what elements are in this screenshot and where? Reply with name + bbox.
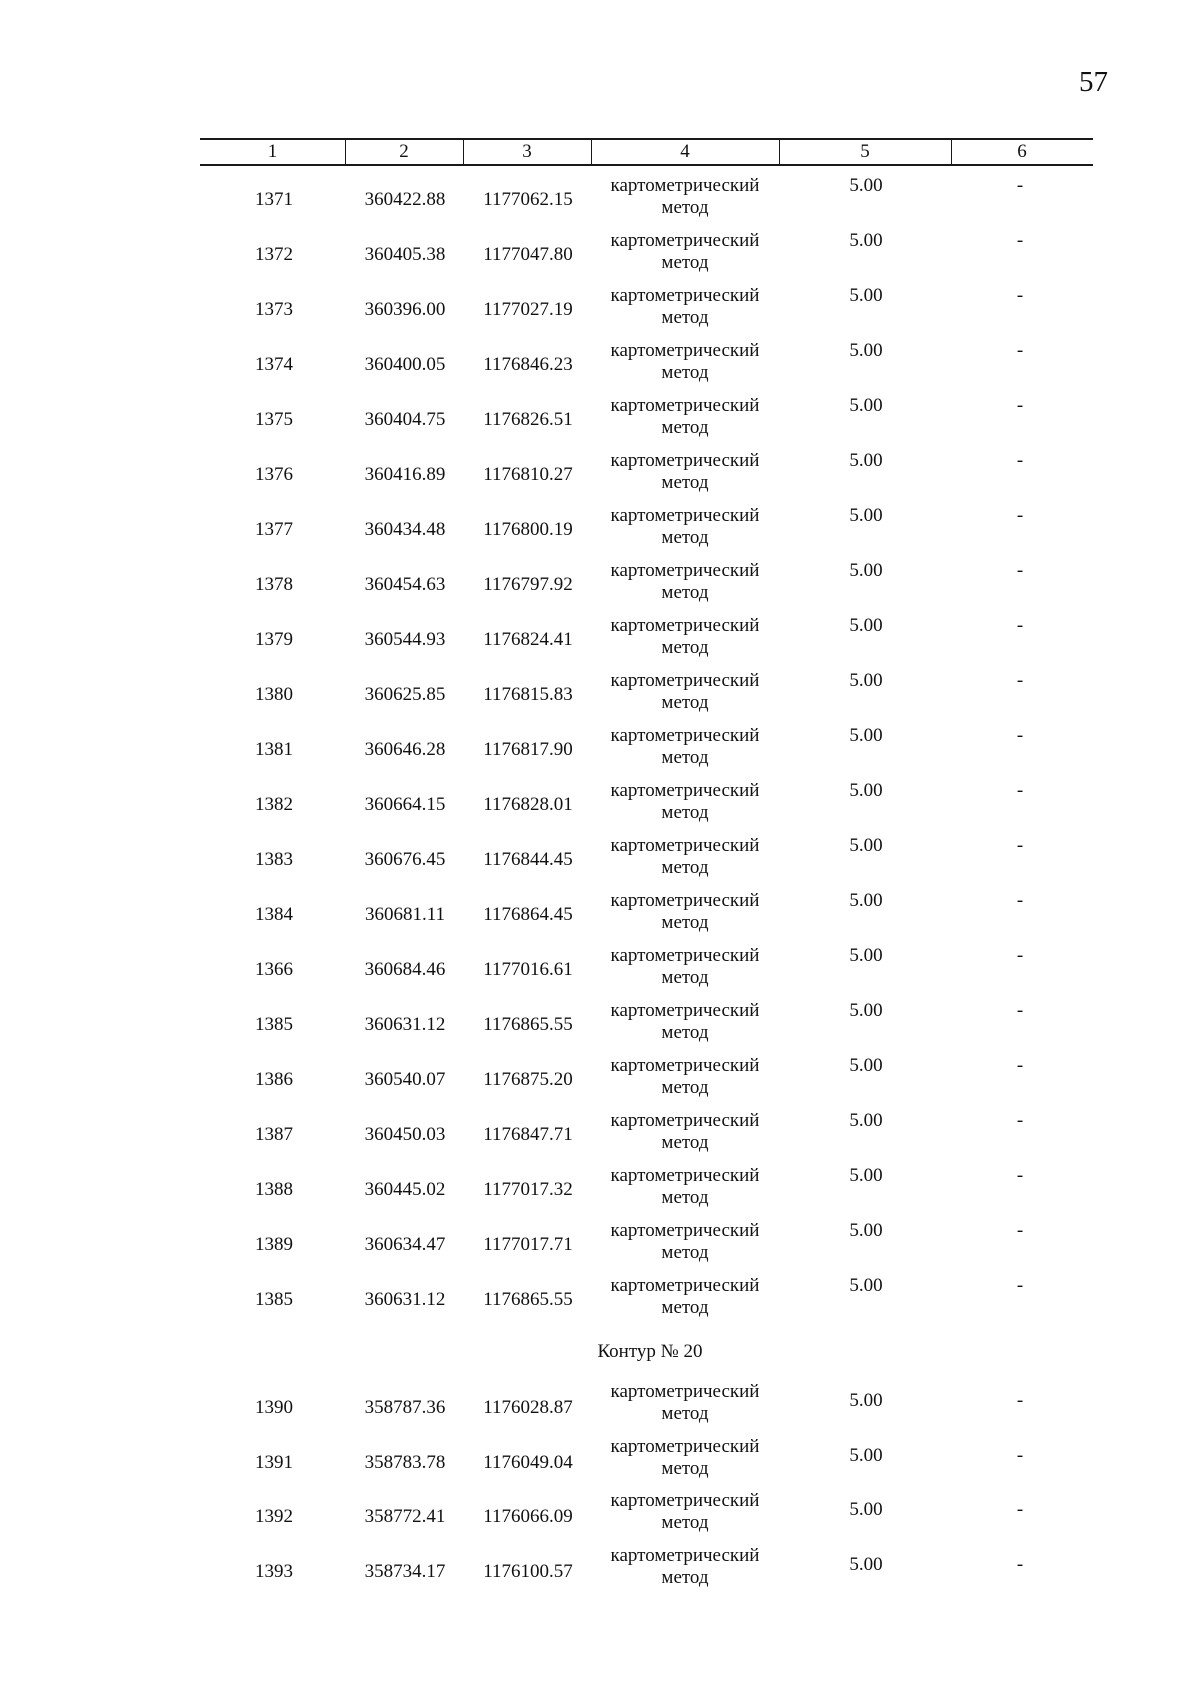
point-number: 1378: [255, 574, 293, 595]
accuracy: 5.00: [849, 890, 883, 911]
table-row: [0, 1545, 1200, 1593]
coordinate-x: 360681.11: [364, 904, 446, 925]
coordinate-y: 1177016.61: [483, 959, 573, 980]
method-line-2: метод: [661, 1077, 709, 1098]
header-col-2: 2: [399, 141, 409, 162]
note: -: [1016, 230, 1024, 251]
method-line-1: картометрический: [610, 230, 760, 251]
coordinate-y: 1177017.71: [483, 1234, 573, 1255]
method-line-1: картометрический: [610, 1165, 760, 1186]
note: -: [1016, 1444, 1024, 1466]
table-row: [0, 1490, 1200, 1538]
point-number: 1366: [255, 959, 293, 980]
accuracy: 5.00: [849, 945, 883, 966]
note: -: [1016, 1499, 1024, 1520]
coordinate-x: 360631.12: [364, 1014, 446, 1035]
point-number: 1384: [255, 904, 293, 925]
point-number: 1376: [255, 464, 293, 485]
method-line-1: картометрический: [610, 670, 760, 691]
table-row: [0, 1000, 1200, 1048]
coordinate-x: 360454.63: [364, 574, 446, 595]
coordinate-y: 1176049.04: [483, 1451, 573, 1473]
coordinate-y: 1176865.55: [483, 1289, 573, 1310]
method: [590, 560, 780, 604]
point-number: 1389: [255, 1234, 293, 1255]
point-number: 1388: [255, 1179, 293, 1200]
point-number: 1385: [255, 1014, 293, 1035]
method-line-1: картометрический: [610, 835, 760, 856]
coordinate-y: 1176875.20: [483, 1069, 573, 1090]
method: [590, 340, 780, 384]
point-number: 1392: [255, 1506, 293, 1527]
accuracy: 5.00: [849, 175, 883, 196]
header-col-4: 4: [680, 141, 690, 162]
method-line-1: картометрический: [610, 1490, 760, 1511]
table-header: [200, 138, 1093, 166]
coordinate-x: 360625.85: [364, 684, 446, 705]
table-row: [0, 725, 1200, 773]
table-row: [0, 1436, 1200, 1484]
table-row: [0, 835, 1200, 883]
method-line-2: метод: [661, 802, 709, 823]
note: -: [1016, 505, 1024, 526]
coordinate-x: 360405.38: [364, 244, 446, 265]
method-line-2: метод: [661, 747, 709, 768]
coordinate-x: 360404.75: [364, 409, 446, 430]
table-row: [0, 1165, 1200, 1213]
method-line-2: метод: [661, 527, 709, 548]
method: [590, 780, 780, 824]
point-number: 1385: [255, 1289, 293, 1310]
method-line-2: метод: [661, 307, 709, 328]
table-row: [0, 670, 1200, 718]
method: [590, 1055, 780, 1099]
table-row: [0, 395, 1200, 443]
accuracy: 5.00: [849, 505, 883, 526]
method-line-1: картометрический: [610, 1435, 760, 1457]
method-line-1: картометрический: [610, 175, 760, 196]
point-number: 1375: [255, 409, 293, 430]
coordinate-x: 360445.02: [364, 1179, 446, 1200]
method-line-2: метод: [661, 1457, 709, 1479]
point-number: 1371: [255, 189, 293, 210]
table-row: [0, 780, 1200, 828]
coordinate-x: 360664.15: [364, 794, 446, 815]
coordinate-y: 1176846.23: [483, 354, 573, 375]
header-col-6: 6: [1017, 141, 1027, 162]
coordinate-x: 360400.05: [364, 354, 446, 375]
coordinate-x: 360416.89: [364, 464, 446, 485]
coordinate-y: 1177062.15: [483, 189, 573, 210]
method-line-1: картометрический: [610, 725, 760, 746]
point-number: 1380: [255, 684, 293, 705]
accuracy: 5.00: [849, 285, 883, 306]
coordinate-x: 358787.36: [364, 1397, 446, 1418]
method-line-1: картометрический: [610, 560, 760, 581]
note: -: [1016, 1553, 1024, 1575]
method-line-2: метод: [661, 1242, 709, 1263]
note: -: [1016, 1055, 1024, 1076]
point-number: 1383: [255, 849, 293, 870]
method-line-2: метод: [661, 637, 709, 658]
method: [590, 1220, 780, 1264]
note: -: [1016, 450, 1024, 471]
coordinate-y: 1176066.09: [483, 1506, 573, 1527]
coordinate-x: 360676.45: [364, 849, 446, 870]
note: -: [1016, 1220, 1024, 1241]
point-number: 1386: [255, 1069, 293, 1090]
accuracy: 5.00: [849, 1110, 883, 1131]
coordinate-y: 1177027.19: [483, 299, 573, 320]
note: -: [1016, 1000, 1024, 1021]
method: [590, 1000, 780, 1044]
note: -: [1016, 1275, 1024, 1296]
method: [590, 1490, 780, 1534]
method-line-2: метод: [661, 1566, 709, 1588]
note: -: [1016, 560, 1024, 581]
method-line-1: картометрический: [610, 1381, 760, 1402]
coordinate-x: 360540.07: [364, 1069, 446, 1090]
method-line-2: метод: [661, 472, 709, 493]
coordinate-y: 1177047.80: [483, 244, 573, 265]
method-line-1: картометрический: [610, 1544, 760, 1566]
method-line-2: метод: [661, 1187, 709, 1208]
table-row: [0, 175, 1200, 223]
method: [590, 890, 780, 934]
coordinate-y: 1176844.45: [483, 849, 573, 870]
point-number: 1393: [255, 1560, 293, 1582]
coordinate-x: 360450.03: [364, 1124, 446, 1145]
note: -: [1016, 615, 1024, 636]
coordinate-y: 1176800.19: [483, 519, 573, 540]
table-row: [0, 505, 1200, 553]
coordinate-y: 1176828.01: [483, 794, 573, 815]
note: -: [1016, 890, 1024, 911]
note: -: [1016, 945, 1024, 966]
coordinate-y: 1176865.55: [483, 1014, 573, 1035]
method: [590, 395, 780, 439]
method: [590, 230, 780, 274]
point-number: 1387: [255, 1124, 293, 1145]
coordinate-y: 1176847.71: [483, 1124, 573, 1145]
method-line-1: картометрический: [610, 1055, 760, 1076]
method: [590, 285, 780, 329]
coordinate-y: 1176826.51: [483, 409, 573, 430]
table-row: [0, 1381, 1200, 1429]
accuracy: 5.00: [849, 1055, 883, 1076]
method-line-1: картометрический: [610, 395, 760, 416]
table-row: [0, 230, 1200, 278]
method-line-2: метод: [661, 417, 709, 438]
coordinate-x: 358783.78: [364, 1451, 446, 1473]
coordinate-y: 1176100.57: [483, 1560, 573, 1582]
method-line-2: метод: [661, 857, 709, 878]
accuracy: 5.00: [849, 1220, 883, 1241]
method-line-2: метод: [661, 582, 709, 603]
method: [590, 1275, 780, 1319]
table-row: [0, 945, 1200, 993]
note: -: [1016, 340, 1024, 361]
point-number: 1377: [255, 519, 293, 540]
header-col-5: 5: [860, 141, 870, 162]
table-row: [0, 1220, 1200, 1268]
method: [590, 1381, 780, 1425]
note: -: [1016, 175, 1024, 196]
coordinate-x: 358734.17: [364, 1560, 446, 1582]
accuracy: 5.00: [849, 230, 883, 251]
table-row: [0, 1110, 1200, 1158]
coordinate-x: 360544.93: [364, 629, 446, 650]
point-number: 1381: [255, 739, 293, 760]
point-number: 1373: [255, 299, 293, 320]
accuracy: 5.00: [849, 1553, 883, 1575]
coordinate-y: 1176824.41: [483, 629, 573, 650]
table-row: [0, 450, 1200, 498]
note: -: [1016, 725, 1024, 746]
point-number: 1390: [255, 1397, 293, 1418]
accuracy: 5.00: [849, 1275, 883, 1296]
header-col-1: 1: [267, 141, 278, 162]
point-number: 1391: [255, 1451, 293, 1473]
method-line-1: картометрический: [610, 1000, 760, 1021]
coordinate-y: 1176817.90: [483, 739, 573, 760]
method-line-1: картометрический: [610, 1110, 760, 1131]
accuracy: 5.00: [849, 725, 883, 746]
method-line-1: картометрический: [610, 890, 760, 911]
coordinate-x: 360634.47: [364, 1234, 446, 1255]
accuracy: 5.00: [849, 340, 883, 361]
accuracy: 5.00: [849, 1390, 883, 1411]
method-line-2: метод: [661, 197, 709, 218]
method-line-2: метод: [661, 1022, 709, 1043]
coordinate-y: 1176797.92: [483, 574, 573, 595]
point-number: 1379: [255, 629, 293, 650]
method: [590, 1436, 780, 1480]
table-row: [0, 890, 1200, 938]
method-line-2: метод: [661, 1297, 709, 1318]
table-row: [0, 560, 1200, 608]
method: [590, 175, 780, 219]
accuracy: 5.00: [849, 450, 883, 471]
note: -: [1016, 1165, 1024, 1186]
method-line-1: картометрический: [610, 1220, 760, 1241]
method: [590, 1110, 780, 1154]
table-row: [0, 340, 1200, 388]
method: [590, 670, 780, 714]
method-line-2: метод: [661, 252, 709, 273]
section-title: Контур № 20: [597, 1341, 703, 1362]
method: [590, 1165, 780, 1209]
method: [590, 615, 780, 659]
accuracy: 5.00: [849, 615, 883, 636]
method: [590, 945, 780, 989]
coordinate-x: 360422.88: [364, 189, 446, 210]
method-line-2: метод: [661, 912, 709, 933]
point-number: 1374: [255, 354, 293, 375]
method: [590, 1545, 780, 1589]
table-row: [0, 1055, 1200, 1103]
accuracy: 5.00: [849, 670, 883, 691]
note: -: [1016, 1390, 1024, 1411]
accuracy: 5.00: [849, 395, 883, 416]
note: -: [1016, 835, 1024, 856]
coordinate-x: 360684.46: [364, 959, 446, 980]
accuracy: 5.00: [849, 780, 883, 801]
note: -: [1016, 780, 1024, 801]
coordinate-y: 1176864.45: [483, 904, 573, 925]
method-line-2: метод: [661, 362, 709, 383]
method: [590, 450, 780, 494]
coordinate-x: 360646.28: [364, 739, 446, 760]
coordinate-y: 1176815.83: [483, 684, 573, 705]
coordinate-y: 1176810.27: [483, 464, 573, 485]
method-line-2: метод: [661, 1132, 709, 1153]
coordinate-x: 358772.41: [364, 1506, 446, 1527]
method-line-2: метод: [661, 967, 709, 988]
coordinate-x: 360396.00: [364, 299, 446, 320]
method-line-1: картометрический: [610, 945, 760, 966]
method-line-2: метод: [661, 1403, 709, 1424]
method-line-1: картометрический: [610, 615, 760, 636]
accuracy: 5.00: [849, 1499, 883, 1520]
note: -: [1016, 1110, 1024, 1131]
coordinate-x: 360631.12: [364, 1289, 446, 1310]
method-line-1: картометрический: [610, 780, 760, 801]
method-line-2: метод: [661, 692, 709, 713]
coordinate-y: 1176028.87: [483, 1397, 573, 1418]
accuracy: 5.00: [849, 1000, 883, 1021]
method-line-1: картометрический: [610, 505, 760, 526]
method-line-1: картометрический: [610, 285, 760, 306]
method: [590, 725, 780, 769]
header-col-3: 3: [522, 141, 532, 162]
note: -: [1016, 670, 1024, 691]
note: -: [1016, 395, 1024, 416]
page-number: 57: [1079, 66, 1108, 98]
accuracy: 5.00: [849, 1165, 883, 1186]
accuracy: 5.00: [849, 1444, 883, 1466]
method: [590, 835, 780, 879]
point-number: 1372: [255, 244, 293, 265]
accuracy: 5.00: [849, 835, 883, 856]
table-row: [0, 615, 1200, 663]
note: -: [1016, 285, 1024, 306]
method-line-1: картометрический: [610, 450, 760, 471]
method-line-1: картометрический: [610, 1275, 760, 1296]
accuracy: 5.00: [849, 560, 883, 581]
method-line-1: картометрический: [610, 340, 760, 361]
table-row: [0, 285, 1200, 333]
method-line-2: метод: [661, 1512, 709, 1533]
coordinate-y: 1177017.32: [483, 1179, 573, 1200]
point-number: 1382: [255, 794, 293, 815]
table-row: [0, 1275, 1200, 1323]
coordinate-x: 360434.48: [364, 519, 446, 540]
method: [590, 505, 780, 549]
